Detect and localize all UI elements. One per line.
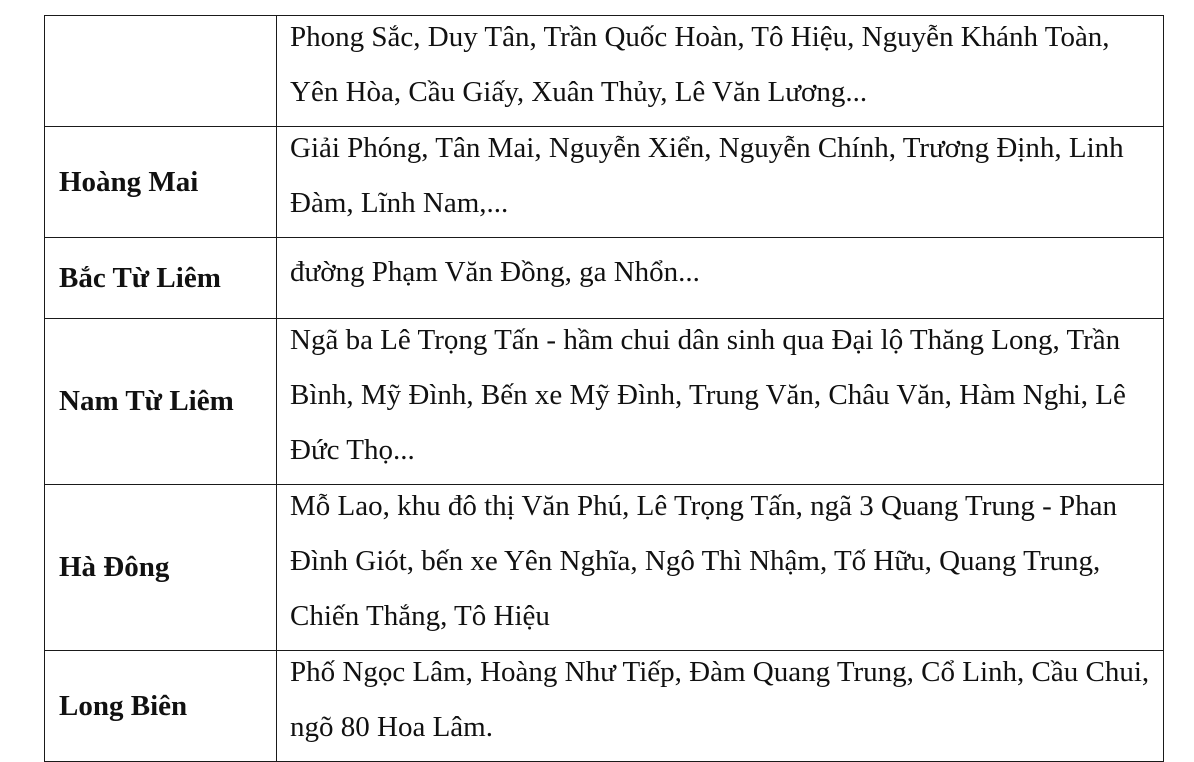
streets-text: Phố Ngọc Lâm, Hoàng Như Tiếp, Đàm Quang Trung, Cổ Linh, Cầu Chui, ngõ 80 Hoa Lâm. bbox=[290, 656, 1150, 743]
table-row bbox=[45, 651, 1164, 762]
streets-cell bbox=[277, 319, 1164, 485]
district-cell bbox=[45, 16, 277, 127]
streets-text: Mỗ Lao, khu đô thị Văn Phú, Lê Trọng Tấn, ngã 3 Quang Trung - Phan Đình Giót, bến xe Yên Nghĩa, Ngô Thì Nhậm, Tố Hữu, Quang Trung, Chiến Thắng, Tô Hiệu bbox=[290, 490, 1118, 632]
streets-cell bbox=[277, 127, 1164, 238]
table-row bbox=[45, 16, 1164, 127]
table-row bbox=[45, 238, 1164, 319]
streets-cell bbox=[277, 651, 1164, 762]
district-cell: Hoàng Mai bbox=[45, 127, 277, 238]
district-streets-table bbox=[44, 15, 1164, 762]
streets-cell bbox=[277, 238, 1164, 319]
streets-text: Ngã ba Lê Trọng Tấn - hầm chui dân sinh qua Đại lộ Thăng Long, Trần Bình, Mỹ Đình, Bến xe Mỹ Đình, Trung Văn, Châu Văn, Hàm Nghi, Lê Đức Thọ... bbox=[290, 324, 1126, 466]
district-cell: Nam Từ Liêm bbox=[45, 319, 277, 485]
district-cell: Bắc Từ Liêm bbox=[45, 238, 277, 319]
streets-text: đường Phạm Văn Đồng, ga Nhổn... bbox=[290, 255, 700, 288]
streets-cell bbox=[277, 485, 1164, 651]
table-row bbox=[45, 319, 1164, 485]
district-cell: Long Biên bbox=[45, 651, 277, 762]
streets-cell bbox=[277, 16, 1164, 127]
table-row bbox=[45, 127, 1164, 238]
district-cell: Hà Đông bbox=[45, 485, 277, 651]
streets-text: Giải Phóng, Tân Mai, Nguyễn Xiển, Nguyễn Chính, Trương Định, Linh Đàm, Lĩnh Nam,... bbox=[290, 132, 1124, 219]
streets-text: Phong Sắc, Duy Tân, Trần Quốc Hoàn, Tô Hiệu, Nguyễn Khánh Toàn, Yên Hòa, Cầu Giấy, Xuân Thủy, Lê Văn Lương... bbox=[290, 21, 1110, 108]
table-row bbox=[45, 485, 1164, 651]
